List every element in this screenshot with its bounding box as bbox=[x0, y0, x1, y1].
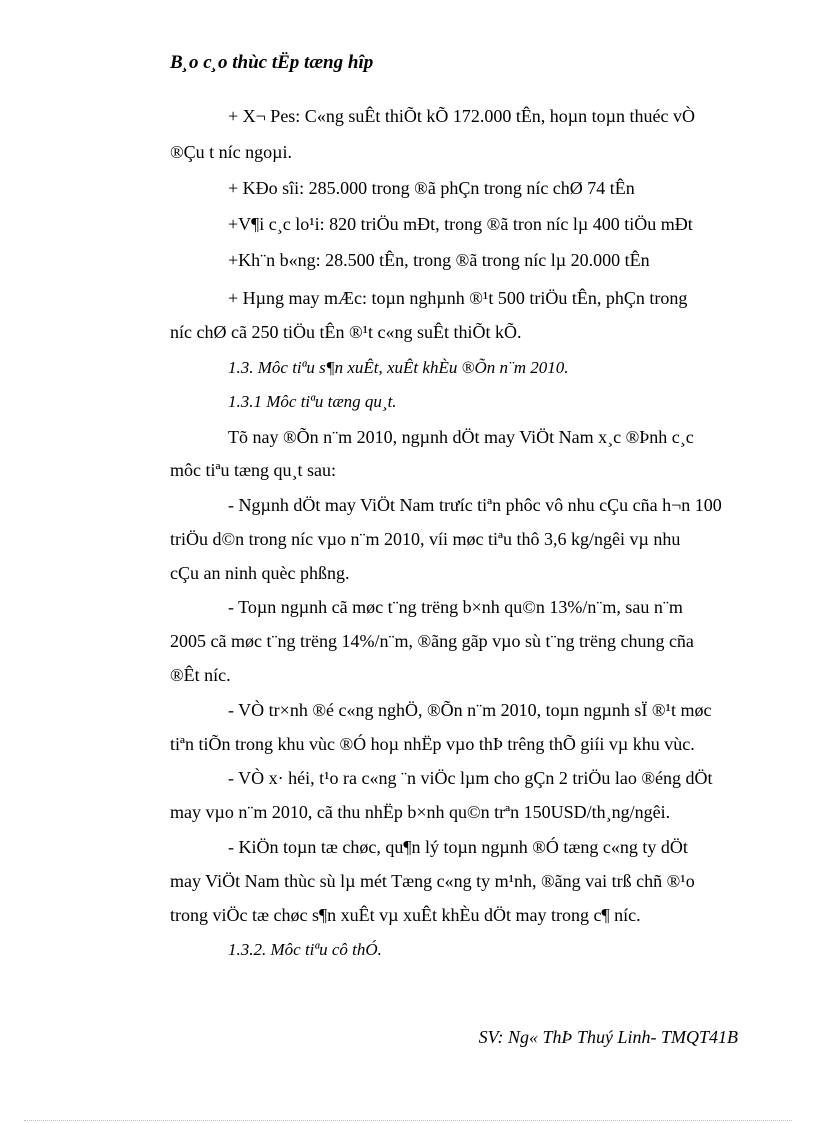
text-line: ®Êt níc. bbox=[170, 665, 231, 685]
text-line: môc tiªu tæng qu¸t sau: bbox=[170, 460, 336, 480]
section-heading: 1.3. Môc tiªu s¶n xuÊt, xuÊt khÈu ®Õn n¨m 2010. bbox=[228, 358, 569, 377]
text-line: may ViÖt Nam thùc sù lµ mét Tæng c«ng ty m¹nh, ®ãng vai trß chñ ®¹o bbox=[170, 871, 695, 891]
text-line: - Toµn ngµnh cã møc t¨ng trëng b×nh qu©n 13%/n¨m, sau n¨m bbox=[228, 597, 683, 617]
text-line: +Kh¨n b«ng: 28.500 tÊn, trong ®ã trong níc lµ 20.000 tÊn bbox=[228, 250, 650, 270]
text-line: Tõ nay ®Õn n¨m 2010, ngµnh dÖt may ViÖt Nam x¸c ®Þnh c¸c bbox=[228, 427, 694, 447]
subsection-heading: 1.3.2. Môc tiªu cô thÓ. bbox=[228, 940, 382, 959]
text-line: - KiÖn toµn tæ chøc, qu¶n lý toµn ngµnh ®Ó tæng c«ng ty dÖt bbox=[228, 837, 688, 857]
text-line: + X¬ Pes: C«ng suÊt thiÕt kÕ 172.000 tÊn, hoµn toµn thuéc vÒ bbox=[228, 106, 696, 126]
text-line: 2005 cã møc t¨ng trëng 14%/n¨m, ®ãng gãp vµo sù t¨ng trëng chung cña bbox=[170, 631, 694, 651]
page-footer: SV: Ng« ThÞ Thuý Linh- TMQT41B bbox=[478, 1027, 738, 1047]
text-line: - VÒ x· héi, t¹o ra c«ng ¨n viÖc lµm cho gÇn 2 triÖu lao ®éng dÖt bbox=[228, 768, 713, 788]
text-line: triÖu d©n trong níc vµo n¨m 2010, víi møc tiªu thô 3,6 kg/ngêi vµ nhu bbox=[170, 529, 681, 549]
text-line: tiªn tiÕn trong khu vùc ®Ó hoµ nhËp vµo thÞ trêng thÕ giíi vµ khu vùc. bbox=[170, 734, 695, 754]
text-line: ®Çu t níc ngoµi. bbox=[170, 142, 293, 162]
text-line: may vµo n¨m 2010, cã thu nhËp b×nh qu©n trªn 150USD/th¸ng/ngêi. bbox=[170, 802, 671, 822]
text-line: - VÒ tr×nh ®é c«ng nghÖ, ®Õn n¨m 2010, toµn ngµnh sÏ ®¹t møc bbox=[228, 700, 712, 720]
page-bottom-divider bbox=[24, 1120, 792, 1121]
text-line: cÇu an ninh quèc phßng. bbox=[170, 563, 350, 583]
text-line: +V¶i c¸c lo¹i: 820 triÖu mÐt, trong ®ã tron níc lµ 400 tiÖu mÐt bbox=[228, 214, 693, 234]
text-line: níc chØ cã 250 tiÖu tÊn ®¹t c«ng suÊt thiÕt kÕ. bbox=[170, 322, 522, 342]
page-header: B¸o c¸o thùc tËp tæng hîp bbox=[170, 52, 374, 73]
text-line: - Ngµnh dÖt may ViÖt Nam trưíc tiªn phôc vô nhu cÇu cña h¬n 100 bbox=[228, 495, 722, 515]
text-line: + KÐo sîi: 285.000 trong ®ã phÇn trong níc chØ 74 tÊn bbox=[228, 178, 635, 198]
subsection-heading: 1.3.1 Môc tiªu tæng qu¸t. bbox=[228, 392, 397, 411]
text-line: + Hµng may mÆc: toµn nghµnh ®¹t 500 triÖu tÊn, phÇn trong bbox=[228, 288, 688, 308]
text-line: trong viÖc tæ chøc s¶n xuÊt vµ xuÊt khÈu dÖt may trong c¶ níc. bbox=[170, 905, 641, 925]
